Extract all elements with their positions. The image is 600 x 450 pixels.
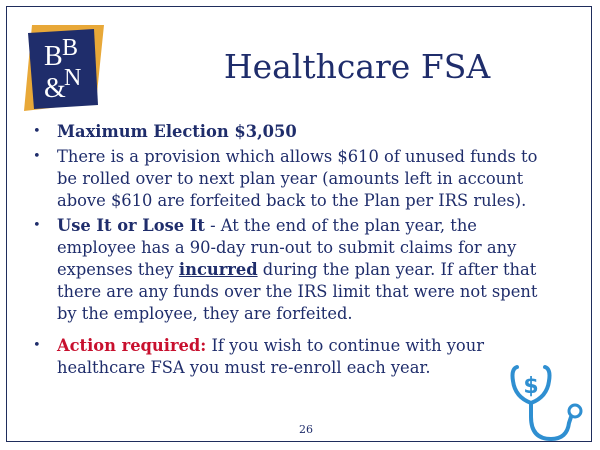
slide — [6, 6, 592, 442]
logo-letter-b1: B — [44, 41, 63, 72]
use-it-text-b: during the plan year. If after that there are any funds over the IRS limit that were not spent by the employee, they are forfeited. — [57, 260, 538, 323]
bullet-icon: • — [33, 338, 41, 353]
stethoscope-dollar-icon — [509, 359, 589, 447]
bullet-max-election — [31, 121, 561, 143]
logo-letter-b2: B — [62, 35, 79, 61]
max-election-text: Maximum Election $3,050 — [57, 122, 297, 141]
use-it-heading: Use It or Lose It — [57, 216, 205, 235]
bullet-icon: • — [33, 218, 41, 233]
bullet-rollover — [31, 146, 561, 212]
logo-ampersand: & — [44, 73, 66, 104]
dollar-sign: $ — [523, 374, 539, 399]
action-required-text: If you wish to continue with your healthcare FSA you must re-enroll each year. — [57, 336, 485, 377]
use-it-text-a: - At the end of the plan year, the employee has a 90-day run-out to submit claims for any expenses they — [57, 216, 517, 279]
bullet-action-required — [31, 335, 561, 379]
logo-letter-n: N — [64, 65, 82, 91]
bullet-icon: • — [33, 124, 41, 139]
bbn-logo — [24, 25, 104, 111]
action-required-label: Action required: — [57, 336, 207, 355]
rollover-text: There is a provision which allows $610 of unused funds to be rolled over to next plan year (amounts left in account above $610 are forfeited back to the Plan per IRS rules). — [57, 147, 538, 210]
page-number: 26 — [299, 423, 313, 436]
incurred-emphasis: incurred — [178, 260, 258, 279]
bullet-icon: • — [33, 149, 41, 164]
slide-title: Healthcare FSA — [223, 47, 491, 86]
bullet-list — [31, 121, 561, 382]
bullet-use-it-or-lose-it — [31, 215, 561, 325]
